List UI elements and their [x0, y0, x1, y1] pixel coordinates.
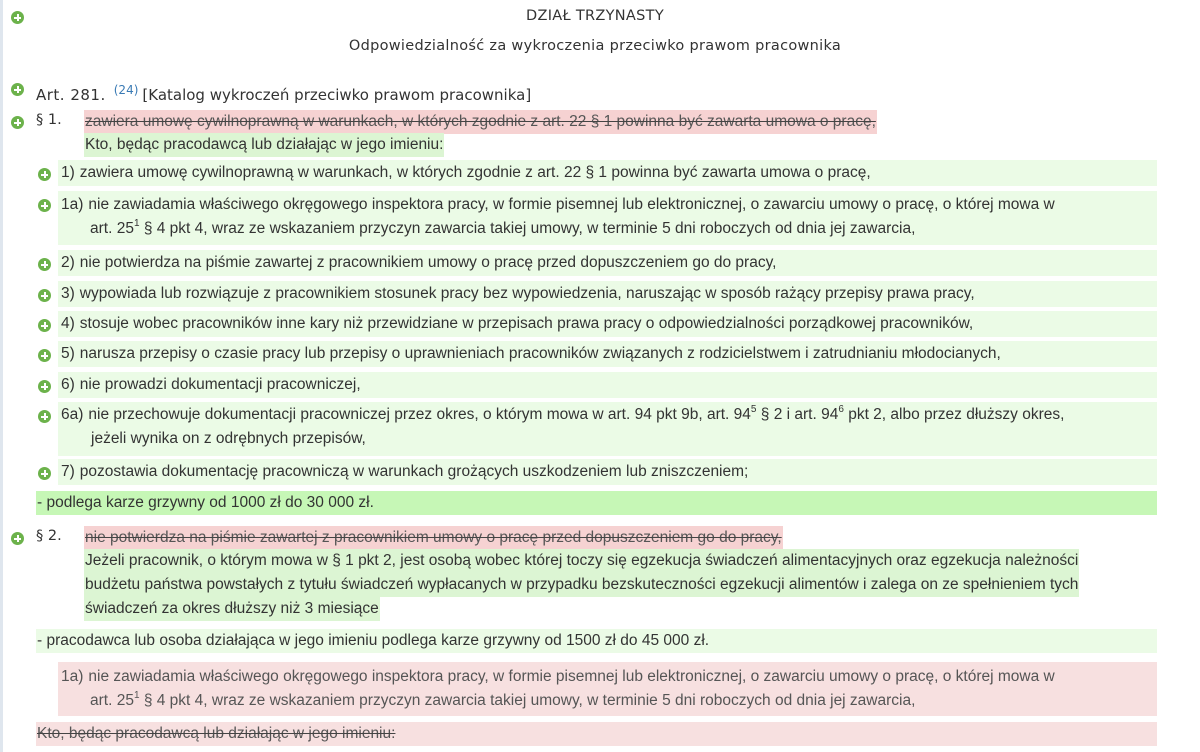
point-label: 1a)	[61, 196, 84, 213]
par2-label: § 2.	[36, 528, 62, 544]
superscript: 5	[750, 404, 757, 415]
point-label: 2)	[61, 254, 75, 271]
expand-par1-icon[interactable]	[11, 116, 24, 129]
article-heading	[36, 83, 531, 104]
point-label: 5)	[61, 345, 75, 362]
point-6a	[58, 402, 1157, 456]
point-label: 6a)	[61, 406, 84, 423]
expand-article-icon[interactable]	[11, 83, 24, 96]
expand-point-icon[interactable]	[38, 410, 51, 423]
point-label: 1a)	[61, 668, 84, 685]
point-text: nie zawiadamia właściwego okręgowego inspektora pracy, w formie pisemnej lub elektronicznej, o zawarciu umowy o pracę, o której mowa w	[88, 668, 1055, 685]
point-label: 3)	[61, 285, 75, 302]
removed-intro: Kto, będąc pracodawcą lub działając w jego imieniu:	[36, 722, 1157, 746]
point-text: § 4 pkt 4, wraz ze wskazaniem przyczyn zawarcia takiej umowy, w terminie 5 dni roboczych od dnia jej zawarcia,	[139, 692, 916, 709]
point-text: jeżeli wynika on z odrębnych przepisów,	[91, 430, 366, 447]
division-title: DZIAŁ TRZYNASTY	[526, 8, 664, 24]
point-label: 6)	[61, 376, 75, 393]
par2-inserted-line: budżetu państwa powstałych z tytułu świadczeń wypłacanych w przypadku bezskuteczności egzekucji alimentów i zalega on ze spełnieniem tych	[84, 573, 1079, 597]
par2-penalty: - pracodawca lub osoba działająca w jego imieniu podlega karze grzywny od 1500 zł do 45 000 zł.	[36, 629, 1157, 653]
point-6	[58, 372, 1157, 398]
point-label: 7)	[61, 463, 75, 480]
point-text: § 2 i art. 94	[756, 406, 839, 423]
point-text: stosuje wobec pracowników inne kary niż przewidziane w przepisach prawa pracy o odpowiedzialności porządkowej pracowników,	[79, 315, 974, 332]
par1-label: § 1.	[36, 112, 62, 128]
par2-inserted-line: świadczeń za okres dłuższy niż 3 miesiące	[84, 597, 380, 621]
point-1	[58, 160, 1157, 186]
point-text: art. 25	[90, 692, 134, 709]
superscript: 6	[838, 404, 844, 415]
point-label: 4)	[61, 315, 75, 332]
point-label: 1)	[61, 164, 75, 181]
point-text: nie przechowuje dokumentacji pracowniczej przez okres, o którym mowa w art. 94 pkt 9b, art. 94	[88, 406, 751, 423]
point-7	[58, 459, 1157, 485]
division-subtitle: Odpowiedzialność za wykroczenia przeciwko prawom pracownika	[348, 38, 842, 54]
par1-penalty: - podlega karze grzywny od 1000 zł do 30 000 zł.	[36, 491, 1157, 515]
point-text: zawiera umowę cywilnoprawną w warunkach, w których zgodnie z art. 22 § 1 powinna być zawarta umowa o pracę,	[79, 164, 871, 181]
par1-inserted-text: Kto, będąc pracodawcą lub działając w jego imieniu:	[84, 133, 444, 157]
par1-deleted-text: zawiera umowę cywilnoprawną w warunkach, w których zgodnie z art. 22 § 1 powinna być zawarta umowa o pracę,	[84, 110, 877, 134]
expand-point-icon[interactable]	[38, 319, 51, 332]
point-4	[58, 311, 1157, 337]
expand-point-icon[interactable]	[38, 289, 51, 302]
point-2	[58, 250, 1157, 276]
removed-point-1a	[58, 662, 1157, 716]
article-title: [Katalog wykroczeń przeciwko prawom pracownika]	[142, 86, 532, 104]
left-border	[0, 0, 3, 752]
expand-point-icon[interactable]	[38, 199, 51, 212]
point-text: art. 25	[90, 220, 134, 237]
footnote-link[interactable]: (24)	[113, 83, 139, 97]
expand-point-icon[interactable]	[38, 467, 51, 480]
par2-inserted-line: Jeżeli pracownik, o którym mowa w § 1 pkt 2, jest osobą wobec której toczy się egzekucja świadczeń alimentacyjnych oraz egzekucja należności	[84, 549, 1079, 573]
expand-point-icon[interactable]	[38, 258, 51, 271]
point-text: § 4 pkt 4, wraz ze wskazaniem przyczyn zawarcia takiej umowy, w terminie 5 dni roboczych od dnia jej zawarcia,	[139, 220, 916, 237]
article-number: Art. 281.	[36, 86, 106, 104]
expand-par2-icon[interactable]	[11, 532, 24, 545]
expand-point-icon[interactable]	[38, 168, 51, 181]
point-5	[58, 341, 1157, 367]
point-3	[58, 281, 1157, 307]
expand-point-icon[interactable]	[38, 380, 51, 393]
point-text: wypowiada lub rozwiązuje z pracownikiem stosunek pracy bez wypowiedzenia, naruszając w sposób rażący przepisy prawa pracy,	[79, 285, 975, 302]
point-text: nie potwierdza na piśmie zawartej z pracownikiem umowy o pracę przed dopuszczeniem go do pracy,	[79, 254, 777, 271]
point-text: nie zawiadamia właściwego okręgowego inspektora pracy, w formie pisemnej lub elektronicznej, o zawarciu umowy o pracę, o której mowa w	[88, 196, 1055, 213]
par2-deleted-text: nie potwierdza na piśmie zawartej z pracownikiem umowy o pracę przed dopuszczeniem go do pracy,	[84, 526, 783, 550]
point-text: pozostawia dokumentację pracowniczą w warunkach grożących uszkodzeniem lub zniszczeniem;	[79, 463, 749, 480]
superscript: 1	[133, 690, 140, 701]
point-text: narusza przepisy o czasie pracy lub przepisy o uprawnieniach pracowników związanych z rodzicielstwem i zatrudnianiu młodocianych,	[79, 345, 1001, 362]
point-text: nie prowadzi dokumentacji pracowniczej,	[79, 376, 361, 393]
point-1a	[58, 191, 1157, 245]
superscript: 1	[133, 218, 140, 229]
expand-point-icon[interactable]	[38, 349, 51, 362]
point-text: pkt 2, albo przez dłuższy okres,	[843, 406, 1065, 423]
